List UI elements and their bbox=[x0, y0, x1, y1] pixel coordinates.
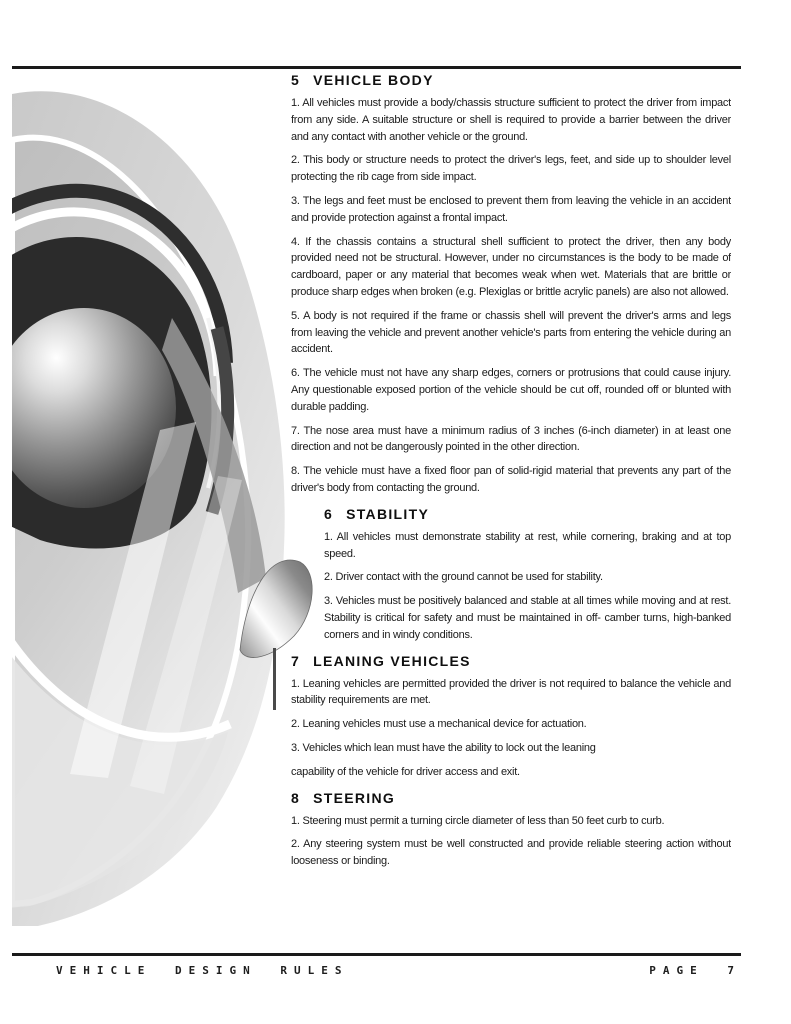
page-footer bbox=[12, 964, 741, 977]
section-8-title: STEERING bbox=[313, 789, 396, 806]
rule-5-6: 6. The vehicle must not have any sharp edges, corners or protrusions that could cause injury. Any questionable exposed portion of the vehicle should be cut off, rounded off or blunted with durable padding. bbox=[291, 367, 731, 413]
rule-7-2: 2. Leaning vehicles must use a mechanical device for actuation. bbox=[291, 718, 587, 731]
section-5-vehicle-body bbox=[291, 71, 731, 497]
rule-5-8: 8. The vehicle must have a fixed floor pan of solid-rigid material that prevents any part of the driver's body from contacting the ground. bbox=[291, 465, 731, 494]
section-7-title: LEANING VEHICLES bbox=[313, 652, 471, 669]
section-7-number: 7 bbox=[291, 652, 301, 669]
rule-5-5: 5. A body is not required if the frame or chassis shell will prevent the driver's arms and legs from leaving the vehicle and prevent another vehicle's parts from entering the vehicle during an accident. bbox=[291, 309, 731, 356]
content-column bbox=[291, 71, 731, 951]
rule-5-2: 2. This body or structure needs to protect the driver's legs, feet, and side up to shoulder level protecting the rib cage from side impact. bbox=[291, 154, 731, 184]
section-6-number: 6 bbox=[324, 505, 334, 522]
rule-7-1: 1. Leaning vehicles are permitted provided the driver is not required to balance the vehicle and stability requirements are met. bbox=[291, 677, 731, 707]
rule-6-3: 3. Vehicles must be positively balanced and stable at all times while moving and at rest. Stability is critical for safety and must be maintained in off- camber turns, high-banked corners and in windy conditions. bbox=[324, 595, 731, 641]
rule-6-1: 1. All vehicles must demonstrate stability at rest, while cornering, braking and at top speed. bbox=[324, 530, 731, 560]
section-7-leaning-vehicles bbox=[291, 652, 731, 781]
rule-5-1: 1. All vehicles must provide a body/chassis structure sufficient to protect the driver from impact from any side. A suitable structure or shell is required to provide a barrier between the driver and any contact with another vehicle or the ground. bbox=[291, 97, 731, 143]
section-5-number: 5 bbox=[291, 72, 301, 88]
section-6-heading bbox=[324, 505, 731, 523]
rule-7-3-continuation: capability of the vehicle for driver access and exit. bbox=[291, 765, 520, 778]
rule-5-7: 7. The nose area must have a minimum radius of 3 inches (6-inch diameter) in at least one direction and not be dangerously pointed in the other direction. bbox=[291, 424, 731, 454]
section-6-stability bbox=[324, 505, 731, 644]
rule-6-2: 2. Driver contact with the ground cannot be used for stability. bbox=[324, 571, 603, 584]
footer-page-number: PAGE 7 bbox=[649, 964, 741, 977]
section-8-heading bbox=[291, 789, 731, 807]
change-bar bbox=[273, 648, 276, 710]
footer-document-title: VEHICLE DESIGN RULES bbox=[56, 964, 349, 977]
section-5-title: VEHICLE BODY bbox=[313, 72, 434, 88]
rule-5-3: 3. The legs and feet must be enclosed to prevent them from leaving the vehicle in an accident and provide protection against a frontal impact. bbox=[291, 194, 731, 224]
section-8-number: 8 bbox=[291, 789, 301, 806]
vehicle-nose-illustration bbox=[12, 78, 314, 926]
rule-5-4: 4. If the chassis contains a structural shell sufficient to protect the driver, then any body provided need not be structural. However, under no circumstances is the body to be made of cardboard, paper or any material that becomes weak when wet. Materials that are brittle or produce sharp edges when broken (e.g. Plexiglas or brittle acrylic panels) are also not allowed. bbox=[291, 235, 731, 298]
rule-8-2: 2. Any steering system must be well constructed and provide reliable steering action without looseness or binding. bbox=[291, 838, 731, 868]
top-rule bbox=[12, 66, 741, 69]
footer-rule bbox=[12, 953, 741, 956]
rule-8-1: 1. Steering must permit a turning circle diameter of less than 50 feet curb to curb. bbox=[291, 814, 665, 827]
rule-7-3: 3. Vehicles which lean must have the ability to lock out the leaning bbox=[291, 741, 596, 754]
section-8-steering bbox=[291, 789, 731, 870]
section-6-title: STABILITY bbox=[346, 505, 430, 522]
section-5-heading bbox=[291, 71, 731, 89]
section-7-heading bbox=[291, 652, 731, 670]
